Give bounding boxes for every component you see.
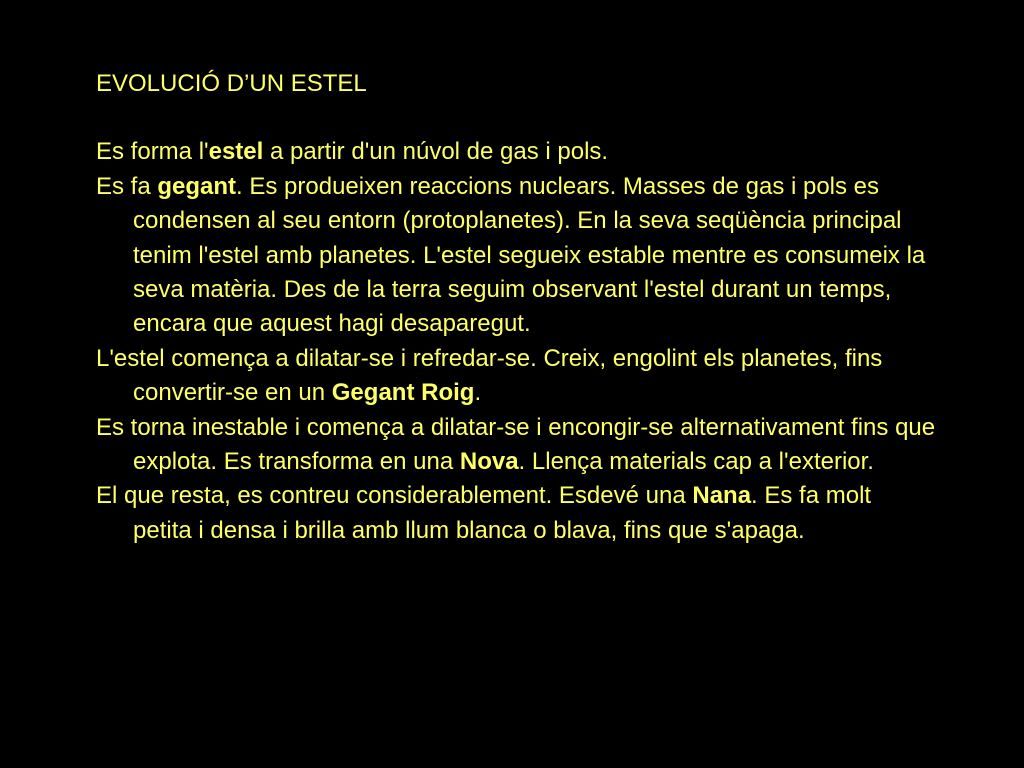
bold-term: gegant	[157, 172, 237, 200]
paragraph	[96, 170, 936, 342]
text-run: . Llença materials cap a l'exterior.	[518, 448, 874, 476]
text-run: . Es fa molt petita i densa i brilla amb llum blanca o blava, fins que s'apaga.	[133, 482, 872, 544]
text-run: Es fa	[96, 172, 158, 200]
slide-title: EVOLUCIÓ D’UN ESTEL	[96, 70, 367, 97]
bold-term: Gegant Roig	[331, 379, 475, 407]
bold-term: Nana	[692, 482, 752, 510]
text-run: .	[474, 379, 482, 407]
text-run: . Es produeixen reaccions nuclears. Masses de gas i pols es condensen al seu entorn (protoplanetes). En la seva seqüència principal tenim l'estel amb planetes. L'estel segueix estable mentre es consumeix la seva matèria. Des de la terra seguim observant l'estel durant un temps, encara que aquest hagi desaparegut.	[133, 172, 926, 338]
text-run: Es forma l'	[96, 138, 209, 166]
paragraph-list	[96, 135, 936, 548]
text-run: a partir d'un núvol de gas i pols.	[263, 138, 609, 166]
paragraph	[96, 479, 936, 548]
text-run: L'estel comença a dilatar-se i refredar-se. Creix, engolint els planetes, fins convertir-se en un	[96, 344, 883, 407]
bold-term: Nova	[459, 448, 519, 476]
slide-content	[96, 67, 936, 548]
paragraph	[96, 135, 936, 169]
bold-term: estel	[208, 138, 264, 166]
text-run: El que resta, es contreu considerablement. Esdevé una	[96, 482, 693, 510]
paragraph	[96, 411, 936, 480]
paragraph	[96, 342, 936, 411]
text-run: Es torna inestable i comença a dilatar-se i encongir-se alternativament fins que explota. Es transforma en una	[96, 413, 936, 476]
